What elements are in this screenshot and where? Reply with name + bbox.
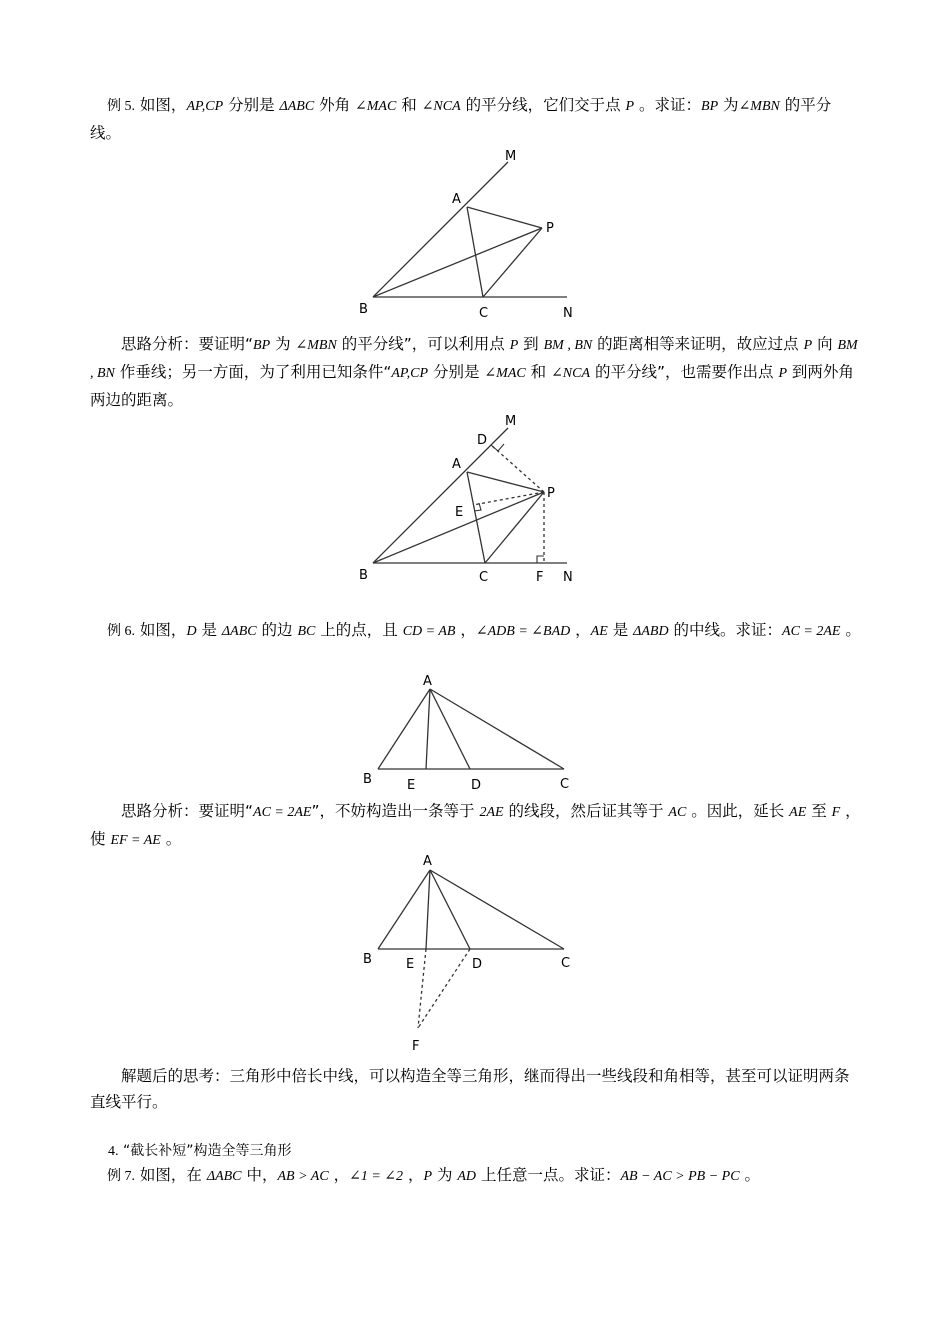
example-7-statement: 例 7. 如图，在 ΔABC 中，AB > AC ，∠1 = ∠2 ，P 为 AD 上任意一点。求证：AB − AC > PB − PC 。 xyxy=(107,1166,760,1184)
label-d: D xyxy=(471,778,482,793)
segment-ab xyxy=(378,689,430,769)
segment-ap xyxy=(467,472,544,492)
label-c: C xyxy=(561,956,571,971)
label-b: B xyxy=(359,302,368,317)
segment-ac xyxy=(467,207,483,297)
example-5-statement: 例 5. 如图，AP,CP 分别是 ΔABC 外角 ∠MAC 和 ∠NCA 的平分线，它们交于点 P 。求证：BP 为∠MBN 的平分线。 xyxy=(90,96,832,142)
segment-df xyxy=(418,949,470,1028)
example-6-statement: 例 6. 如图，D 是 ΔABC 的边 BC 上的点，且 CD = AB ，∠ADB = ∠BAD ，AE 是 ΔABD 的中线。求证：AC = 2AE 。 xyxy=(107,621,861,639)
ray-bm xyxy=(373,162,508,297)
segment-cp xyxy=(485,492,544,563)
label-p: P xyxy=(546,221,554,236)
label-a: A xyxy=(452,457,461,472)
example-6-label: 例 6. xyxy=(107,624,135,639)
figure-angle-bisector xyxy=(355,140,595,325)
label-p: P xyxy=(547,486,555,501)
label-d: D xyxy=(477,433,488,448)
label-b: B xyxy=(359,568,368,583)
label-d: D xyxy=(472,957,483,972)
right-angle-mark-f xyxy=(537,556,544,563)
label-m: M xyxy=(505,149,517,164)
ray-bm xyxy=(373,428,508,563)
label-b: B xyxy=(363,952,372,967)
label-c: C xyxy=(560,777,570,792)
label-m: M xyxy=(505,414,517,429)
section-number: 4. xyxy=(108,1144,119,1159)
segment-ab xyxy=(378,870,430,949)
label-b: B xyxy=(363,772,372,787)
segment-bp xyxy=(373,228,542,297)
label-f: F xyxy=(412,1039,420,1054)
perpendicular-pe xyxy=(473,492,544,505)
label-f: F xyxy=(536,570,544,585)
example-5-label: 例 5. xyxy=(107,99,135,114)
label-c: C xyxy=(479,306,489,321)
analysis-6: 思路分析：要证明“AC = 2AE”，不妨构造出一条等于 2AE 的线段，然后证其等于 AC 。因此，延长 AE 至 F ，使 EF = AE 。 xyxy=(90,802,861,848)
label-a: A xyxy=(423,674,432,689)
label-e: E xyxy=(455,505,464,520)
segment-ae xyxy=(426,689,430,769)
label-a: A xyxy=(452,192,461,207)
section-4-heading xyxy=(90,1137,862,1165)
segment-ae xyxy=(426,870,430,949)
label-n: N xyxy=(563,306,573,321)
figure-median-extension xyxy=(355,848,585,1058)
segment-bp xyxy=(373,492,544,563)
label-a: A xyxy=(423,854,432,869)
extension-ef xyxy=(418,949,426,1028)
label-n: N xyxy=(563,570,573,585)
figure-angle-bisector-perpendiculars xyxy=(355,408,595,588)
segment-ap xyxy=(467,207,542,228)
example-7-label: 例 7. xyxy=(107,1169,135,1184)
analysis-5: 思路分析：要证明“BP 为 ∠MBN 的平分线”，可以利用点 P 到 BM , BN 的距离相等来证明，故应过点 P 向 BM , BN 作垂线；另一方面，为了利用已知条件“AP,CP 分别是 ∠MAC 和 ∠NCA 的平分线”，也需要作出点 P 到两外角两边的距离。 xyxy=(90,335,858,409)
reflection-paragraph: 解题后的思考：三角形中倍长中线，可以构造全等三角形，继而得出一些线段和角相等，甚至可以证明两条直线平行。 xyxy=(90,1067,850,1111)
figure-median-triangle xyxy=(355,670,585,795)
section-title: “截长补短”构造全等三角形 xyxy=(118,1143,292,1159)
label-e: E xyxy=(406,957,415,972)
segment-cp xyxy=(483,228,542,297)
label-c: C xyxy=(479,570,489,585)
label-e: E xyxy=(407,778,416,793)
